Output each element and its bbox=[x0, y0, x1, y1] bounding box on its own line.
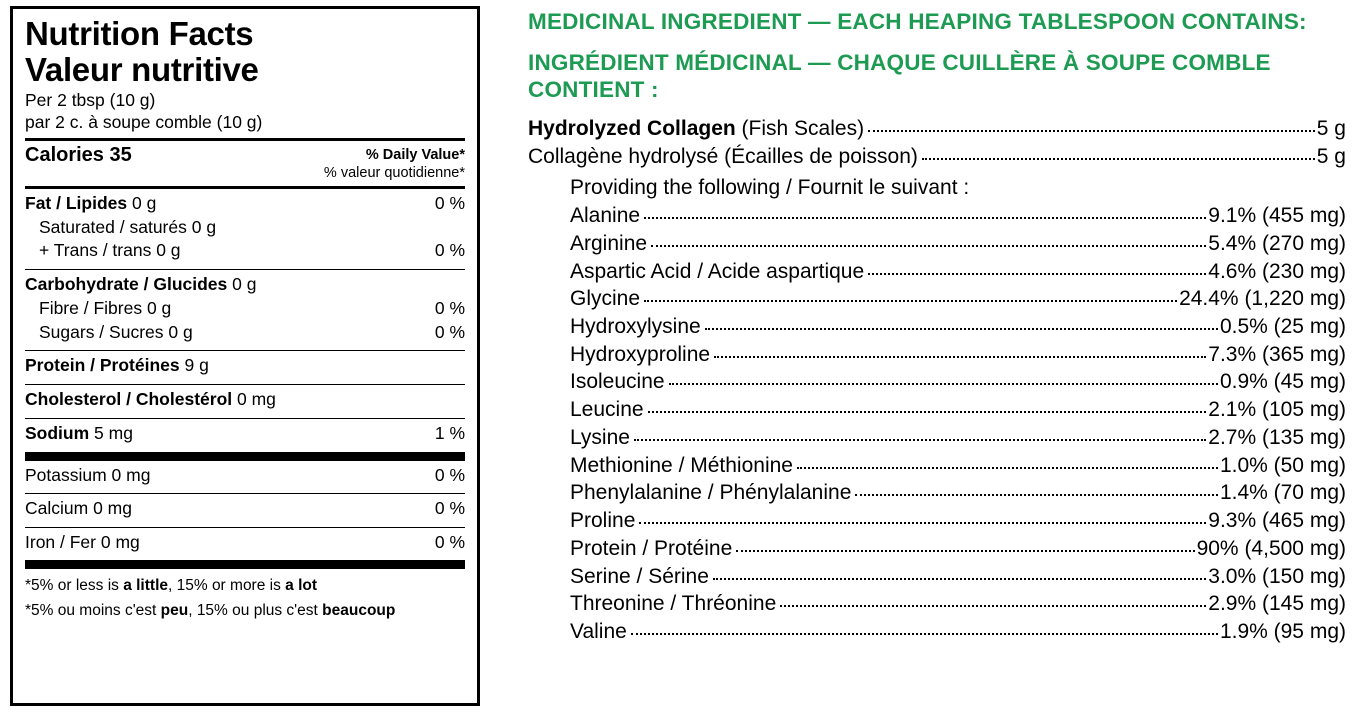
amino-acid-value: 2.9% (145 mg) bbox=[1208, 592, 1346, 616]
amino-acid-value: 1.9% (95 mg) bbox=[1219, 619, 1346, 643]
list-item bbox=[570, 313, 1346, 341]
list-item bbox=[570, 202, 1346, 230]
ingredient-source-fr: (Écailles de poisson) bbox=[718, 144, 918, 168]
nutrition-facts-panel bbox=[10, 6, 480, 706]
nutrient-group-iron bbox=[25, 528, 465, 557]
nutrient-name: + Trans / trans 0 g bbox=[39, 240, 181, 261]
table-row bbox=[25, 215, 465, 239]
leader-dots bbox=[669, 383, 1218, 385]
medicinal-ingredient-panel bbox=[528, 8, 1346, 646]
leader-dots bbox=[648, 411, 1207, 413]
nutrient-dv: 0 % bbox=[434, 321, 465, 342]
medicinal-heading-en: MEDICINAL INGREDIENT — EACH HEAPING TABLESPOON CONTAINS: bbox=[528, 9, 1307, 34]
table-row bbox=[25, 464, 465, 487]
list-item bbox=[570, 285, 1346, 313]
nutrient-name: Fat / Lipides bbox=[25, 192, 128, 213]
leader-dots bbox=[736, 550, 1194, 552]
amino-acid-name: Lysine bbox=[570, 425, 630, 449]
medicinal-main-row bbox=[528, 115, 1346, 143]
nutrient-group-carbohydrate bbox=[25, 270, 465, 346]
leader-dots bbox=[868, 130, 1315, 132]
calories-row bbox=[25, 141, 465, 182]
list-item bbox=[570, 258, 1346, 286]
nutrient-group-calcium bbox=[25, 494, 465, 523]
list-item bbox=[570, 230, 1346, 258]
nutrient-dv: 0 % bbox=[434, 240, 465, 261]
table-row bbox=[25, 320, 465, 344]
table-row bbox=[25, 296, 465, 320]
amino-acid-name: Alanine bbox=[570, 204, 641, 228]
nutrient-amount: 5 mg bbox=[89, 422, 133, 443]
footnote-en-part2: , 15% or more is bbox=[168, 576, 286, 594]
divider-thick bbox=[25, 560, 465, 569]
leader-dots bbox=[634, 439, 1206, 441]
leader-dots bbox=[868, 273, 1206, 275]
footnote-en-bold1: a little bbox=[123, 576, 168, 594]
calories-label: Calories 35 bbox=[25, 143, 132, 166]
amino-acid-value: 4.6% (230 mg) bbox=[1208, 259, 1346, 283]
leader-dots bbox=[644, 300, 1177, 302]
leader-dots bbox=[651, 245, 1206, 247]
amino-acid-value: 2.7% (135 mg) bbox=[1208, 425, 1346, 449]
table-row bbox=[25, 192, 465, 215]
list-item bbox=[570, 479, 1346, 507]
amino-acid-name: Threonine / Thréonine bbox=[570, 592, 777, 616]
amino-acid-name: Phenylalanine / Phénylalanine bbox=[570, 481, 852, 505]
amino-acid-value: 7.3% (365 mg) bbox=[1208, 342, 1346, 366]
amino-acid-name: Hydroxylysine bbox=[570, 315, 701, 339]
nutrient-amount: 0 g bbox=[127, 192, 157, 213]
nutrition-title-en: Nutrition Facts bbox=[25, 15, 254, 52]
daily-value-header bbox=[324, 144, 465, 182]
nutrient-name: Saturated / saturés 0 g bbox=[39, 216, 217, 237]
list-item bbox=[570, 535, 1346, 563]
list-item bbox=[570, 424, 1346, 452]
amino-acid-name: Methionine / Méthionine bbox=[570, 453, 793, 477]
nutrient-dv: 0 % bbox=[434, 532, 465, 553]
footnote-fr-part1: *5% ou moins c'est bbox=[25, 602, 161, 620]
daily-value-en: % Daily Value* bbox=[365, 146, 465, 163]
amino-acid-value: 24.4% (1,220 mg) bbox=[1179, 287, 1346, 311]
amino-acid-name: Glycine bbox=[570, 287, 641, 311]
amino-acid-value: 90% (4,500 mg) bbox=[1196, 536, 1346, 560]
nutrient-amount: 9 g bbox=[179, 355, 209, 376]
amino-acid-name: Serine / Sérine bbox=[570, 564, 709, 588]
table-row bbox=[25, 422, 465, 445]
nutrient-group-potassium bbox=[25, 461, 465, 490]
amino-acid-value: 2.1% (105 mg) bbox=[1208, 398, 1346, 422]
serving-size-en: Per 2 tbsp (10 g) bbox=[25, 89, 156, 110]
nutrient-name: Fibre / Fibres 0 g bbox=[39, 297, 172, 318]
table-row bbox=[25, 531, 465, 554]
list-item bbox=[570, 590, 1346, 618]
amino-acid-value: 0.5% (25 mg) bbox=[1219, 315, 1346, 339]
footnote-fr-part2: , 15% ou plus c'est bbox=[188, 602, 323, 620]
amino-acid-name: Leucine bbox=[570, 398, 644, 422]
nutrient-amount: 0 g bbox=[227, 274, 257, 295]
nutrient-name: Iron / Fer 0 mg bbox=[25, 532, 140, 553]
ingredient-name-en: Hydrolyzed Collagen bbox=[528, 117, 736, 140]
serving-size-fr: par 2 c. à soupe comble (10 g) bbox=[25, 111, 263, 132]
ingredient-source-en: (Fish Scales) bbox=[735, 117, 865, 140]
amino-acid-name: Isoleucine bbox=[570, 370, 665, 394]
amino-acid-name: Protein / Protéine bbox=[570, 536, 733, 560]
nutrient-name: Protein / Protéines bbox=[25, 355, 180, 376]
nutrition-title-fr: Valeur nutritive bbox=[25, 50, 259, 88]
leader-dots bbox=[922, 158, 1315, 160]
providing-label: Providing the following / Fournit le suivant : bbox=[570, 176, 970, 200]
nutrient-dv: 0 % bbox=[434, 297, 465, 318]
amino-acid-name: Arginine bbox=[570, 231, 648, 255]
amino-acid-name: Proline bbox=[570, 509, 636, 533]
amino-acid-value: 5.4% (270 mg) bbox=[1208, 231, 1346, 255]
amino-acid-value: 1.0% (50 mg) bbox=[1219, 453, 1346, 477]
leader-dots bbox=[797, 467, 1218, 469]
nutrient-name: Carbohydrate / Glucides bbox=[25, 274, 228, 295]
leader-dots bbox=[780, 605, 1206, 607]
ingredient-amount-fr: 5 g bbox=[1316, 144, 1346, 168]
footnote-en-bold2: a lot bbox=[285, 576, 318, 594]
medicinal-main-row bbox=[528, 143, 1346, 171]
leader-dots bbox=[644, 217, 1206, 219]
footnote-fr bbox=[25, 597, 465, 622]
table-row bbox=[25, 354, 465, 377]
nutrient-dv: 0 % bbox=[434, 498, 465, 519]
list-item bbox=[570, 368, 1346, 396]
leader-dots bbox=[705, 328, 1218, 330]
list-item bbox=[570, 507, 1346, 535]
daily-value-fr: % valeur quotidienne* bbox=[323, 164, 465, 181]
nutrient-group-protein bbox=[25, 351, 465, 380]
footnote-fr-bold1: peu bbox=[160, 602, 189, 620]
divider-thick bbox=[25, 452, 465, 461]
amino-acid-value: 0.9% (45 mg) bbox=[1219, 370, 1346, 394]
nutrient-name: Sodium bbox=[25, 422, 90, 443]
amino-acid-value: 9.1% (455 mg) bbox=[1208, 204, 1346, 228]
nutrient-group-sodium bbox=[25, 419, 465, 448]
medicinal-heading-fr: INGRÉDIENT MÉDICINAL — CHAQUE CUILLÈRE À SOUPE COMBLE CONTIENT : bbox=[528, 50, 1271, 102]
list-item bbox=[570, 396, 1346, 424]
nutrient-dv: 1 % bbox=[434, 422, 465, 443]
amino-acid-name: Valine bbox=[570, 619, 627, 643]
nutrient-group-cholesterol bbox=[25, 385, 465, 414]
nutrient-name: Sugars / Sucres 0 g bbox=[39, 321, 193, 342]
leader-dots bbox=[639, 522, 1206, 524]
amino-acid-name: Aspartic Acid / Acide aspartique bbox=[570, 259, 865, 283]
amino-acid-value: 1.4% (70 mg) bbox=[1219, 481, 1346, 505]
leader-dots bbox=[714, 356, 1206, 358]
list-item bbox=[570, 618, 1346, 646]
footnote-en bbox=[25, 569, 465, 597]
amino-acid-name: Hydroxyproline bbox=[570, 342, 711, 366]
nutrient-dv: 0 % bbox=[434, 192, 465, 213]
table-row bbox=[25, 388, 465, 411]
amino-acid-value: 9.3% (465 mg) bbox=[1208, 509, 1346, 533]
leader-dots bbox=[713, 578, 1206, 580]
list-item bbox=[570, 341, 1346, 369]
footnote-en-part1: *5% or less is bbox=[25, 576, 124, 594]
table-row bbox=[25, 497, 465, 520]
nutrient-name: Calcium 0 mg bbox=[25, 498, 132, 519]
nutrient-group-fat bbox=[25, 189, 465, 265]
ingredient-amount-en: 5 g bbox=[1316, 117, 1346, 140]
footnote-fr-bold2: beaucoup bbox=[322, 602, 396, 620]
leader-dots bbox=[631, 633, 1218, 635]
table-row bbox=[25, 238, 465, 262]
nutrient-name: Potassium 0 mg bbox=[25, 464, 151, 485]
leader-dots bbox=[855, 494, 1218, 496]
amino-acid-list bbox=[528, 202, 1346, 646]
nutrient-amount: 0 mg bbox=[232, 389, 276, 410]
nutrient-name: Cholesterol / Cholestérol bbox=[25, 389, 233, 410]
amino-acid-value: 3.0% (150 mg) bbox=[1208, 564, 1346, 588]
ingredient-name-fr: Collagène hydrolysé bbox=[528, 144, 719, 168]
nutrient-dv: 0 % bbox=[434, 464, 465, 485]
table-row bbox=[25, 273, 465, 296]
list-item bbox=[570, 563, 1346, 591]
list-item bbox=[570, 452, 1346, 480]
